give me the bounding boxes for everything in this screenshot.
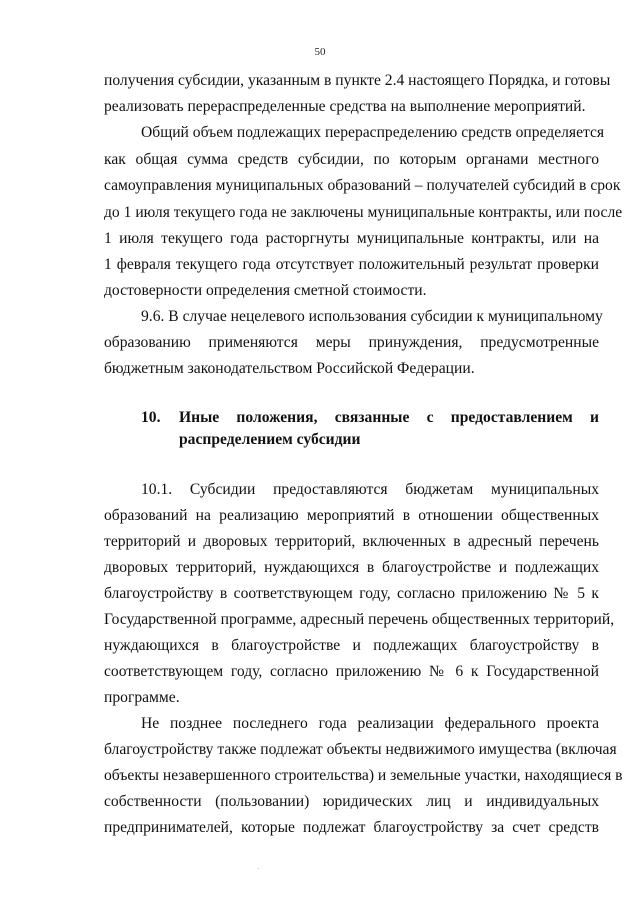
scan-dot	[258, 868, 259, 869]
text-line: соответствующем году, согласно приложению № 6 к Государственной	[104, 663, 599, 680]
text-line: до 1 июля текущего года не заключены муниципальные контракты, или после	[104, 204, 623, 221]
text-line: объекты незавершенного строительства) и земельные участки, находящиеся в	[104, 767, 623, 784]
text-line: дворовых территорий, нуждающихся в благоустройстве и подлежащих	[104, 559, 599, 576]
text-line: образований на реализацию мероприятий в отношении общественных	[104, 507, 599, 524]
section-heading-line: распределением субсидии	[179, 431, 361, 448]
text-line: программе.	[104, 689, 180, 706]
page-number: 50	[314, 46, 326, 58]
text-line: 1 июля текущего года расторгнуты муниципальные контракты, или на	[104, 230, 599, 247]
text-line: 1 февраля текущего года отсутствует положительный результат проверки	[104, 256, 599, 273]
text-line: получения субсидии, указанным в пункте 2.4 настоящего Порядка, и готовы	[104, 72, 611, 89]
text-line: достоверности определения сметной стоимости.	[104, 282, 427, 299]
text-line: самоуправления муниципальных образований – получателей субсидий в срок	[104, 177, 621, 194]
text-line: 10.1. Субсидии предоставляются бюджетам муниципальных	[141, 481, 599, 498]
text-line: Государственной программе, адресный перечень общественных территорий,	[104, 611, 615, 628]
text-line: бюджетным законодательством Российской Федерации.	[104, 360, 475, 377]
text-line: благоустройству также подлежат объекты недвижимого имущества (включая	[104, 741, 617, 758]
text-line: предпринимателей, которые подлежат благоустройству за счет средств	[104, 819, 599, 836]
text-line: как общая сумма средств субсидии, по которым органами местного	[104, 151, 599, 168]
text-line: Не позднее последнего года реализации федерального проекта	[141, 715, 599, 732]
text-line: нуждающихся в благоустройстве и подлежащих благоустройству в	[104, 637, 599, 654]
text-line: благоустройству в соответствующем году, согласно приложению № 5 к	[104, 585, 599, 602]
text-line: территорий и дворовых территорий, включенных в адресный перечень	[104, 533, 599, 550]
section-heading-line: Иные положения, связанные с предоставлением и	[179, 409, 599, 426]
text-line: собственности (пользовании) юридических лиц и индивидуальных	[104, 793, 599, 810]
section-heading-number: 10.	[141, 409, 161, 426]
text-line: 9.6. В случае нецелевого использования субсидии к муниципальному	[141, 308, 603, 325]
text-line: образованию применяются меры принуждения, предусмотренные	[104, 334, 599, 351]
text-line: Общий объем подлежащих перераспределению средств определяется	[141, 124, 605, 141]
text-line: реализовать перераспределенные средства на выполнение мероприятий.	[104, 98, 586, 115]
